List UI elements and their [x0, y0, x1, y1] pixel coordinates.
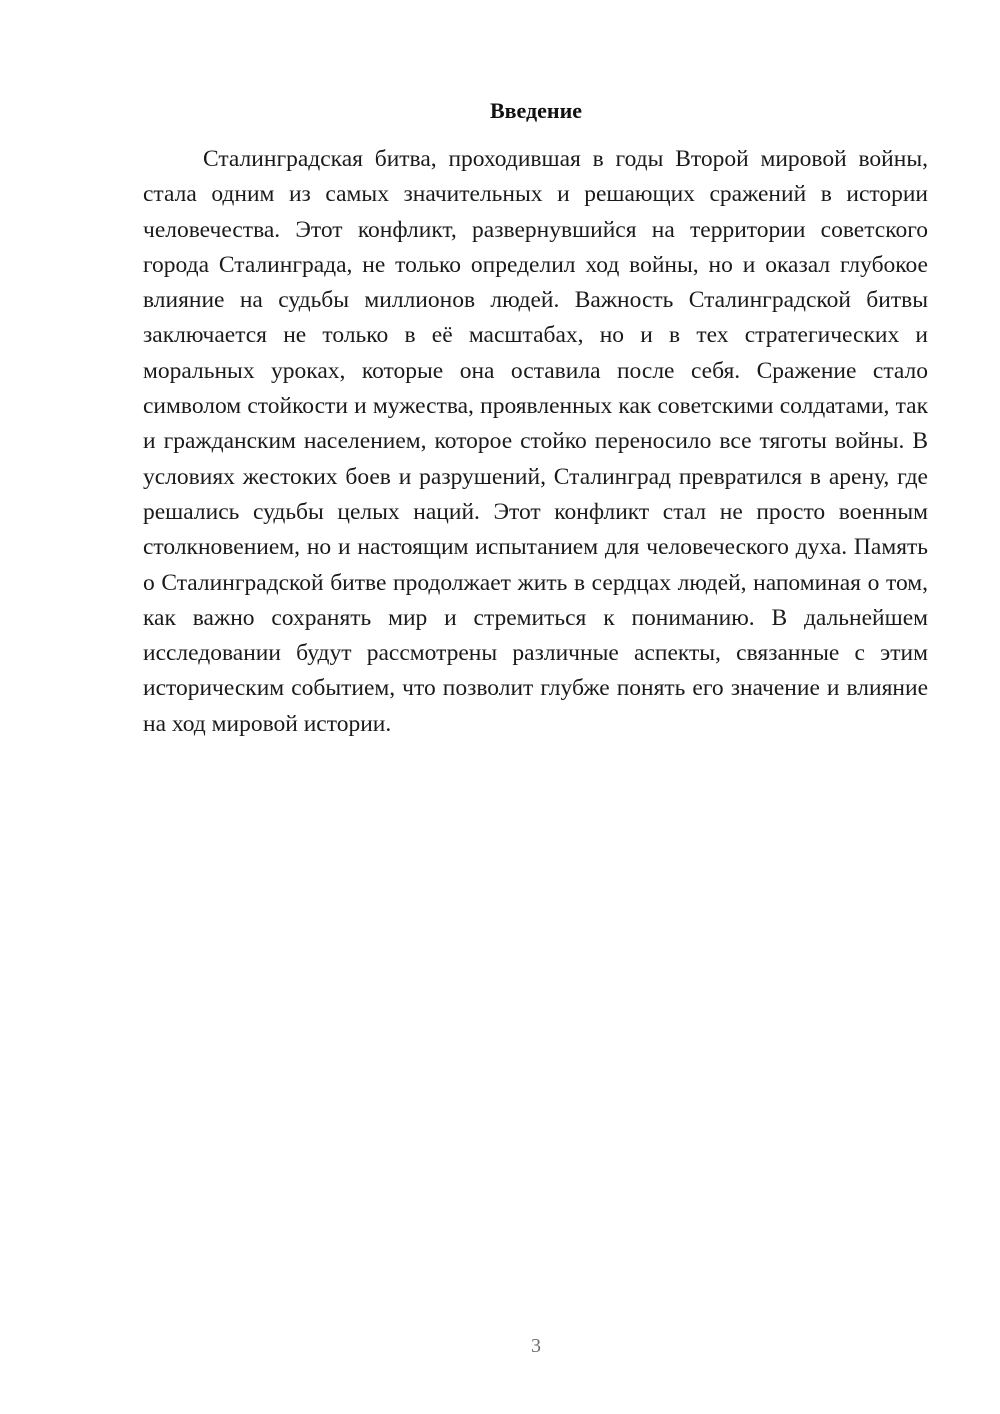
page-number: 3	[531, 1335, 541, 1357]
section-heading: Введение	[489, 98, 583, 123]
body-paragraph: Сталинградская битва, проходившая в годы Второй мировой войны, стала одним из самых значительных и решающих сражений в истории человечества. Этот конфликт, развернувшийся на территории советского города Сталинграда, не только определил ход войны, но и оказал глубокое влияние на судьбы миллионов людей. Важность Сталинградской битвы заключается не только в её масштабах, но и в тех стратегических и моральных уроках, которые она оставила после себя. Сражение стало символом стойкости и мужества, проявленных как советскими солдатами, так и гражданским населением, которое стойко переносило все тяготы войны. В условиях жестоких боев и разрушений, Сталинград превратился в арену, где решались судьбы целых наций. Этот конфликт стал не просто военным столкновением, но и настоящим испытанием для человеческого духа. Память о Сталинградской битве продолжает жить в сердцах людей, напоминая о том, как важно сохранять мир и стремиться к пониманию. В дальнейшем исследовании будут рассмотрены различные аспекты, связанные с этим историческим событием, что позволит глубже понять его значение и влияние на ход мировой истории.	[143, 146, 928, 737]
